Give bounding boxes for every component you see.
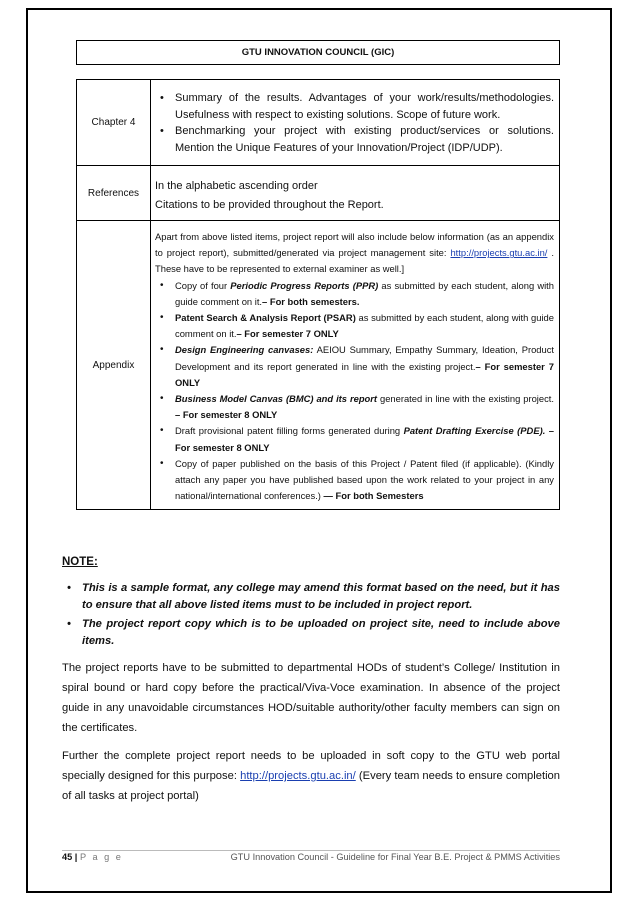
projects-portal-link[interactable]: http://projects.gtu.ac.in/ [240, 770, 356, 782]
chapter4-label: Chapter 4 [77, 80, 151, 166]
appendix-intro [155, 229, 554, 278]
list-item: • The project report copy which is to be uploaded on project site, need to include above items. [62, 616, 560, 650]
note-list [62, 580, 560, 652]
footer-divider [62, 850, 560, 851]
table-row-appendix [77, 221, 560, 510]
appendix-intro-text: Apart from above listed items, project report will also include below information (as an appendix to project report), submitted/generated via project management site: [155, 231, 554, 259]
page-number: 45 [62, 852, 73, 862]
appendix-label: Appendix [77, 221, 151, 510]
appendix-content [155, 224, 554, 506]
references-line: Citations to be provided throughout the Report. [155, 199, 384, 211]
guideline-table [76, 79, 560, 510]
footer-text: GTU Innovation Council - Guideline for Final Year B.E. Project & PMMS Activities [230, 852, 560, 862]
list-item: • Copy of four Periodic Progress Reports (PPR) as submitted by each student, along with guide comment on it.– For both semesters. [155, 278, 554, 310]
upload-paragraph: Further the complete project report needs to be uploaded in soft copy to the GTU web portal specially designed for this purpose: http://projects.gtu.ac.in/ (Every team needs to ensure completion of all tasks at project portal) [62, 750, 561, 802]
header-title: GTU INNOVATION COUNCIL (GIC) [76, 40, 560, 65]
page-word: P a g e [79, 852, 123, 862]
table-row-references [77, 166, 560, 221]
references-label: References [77, 166, 151, 221]
list-item: • Benchmarking your project with existing product/services or solutions. Mention the Unique Features of your Innovation/Project (IDP/UDP). [155, 123, 554, 156]
list-item: • Design Engineering canvases: AEIOU Summary, Empathy Summary, Ideation, Product Development and its report generated in line with the existing project.– For semester 7 ONLY [155, 342, 554, 391]
chapter4-list [155, 90, 554, 156]
submission-paragraph: The project reports have to be submitted to departmental HODs of student’s College/ Institution in spiral bound or hard copy before the practical/Viva-Voce examination. In absence of the project guide in any unavoidable circumstances HOD/suitable authority/other faculty members can sign on the certificates. [62, 662, 560, 734]
references-line: In the alphabetic ascending order [155, 180, 318, 192]
page-footer [62, 852, 560, 862]
appendix-list [155, 278, 554, 505]
table-row-chapter4 [77, 80, 560, 166]
list-item: • Patent Search & Analysis Report (PSAR) as submitted by each student, along with guide comment on it.– For semester 7 ONLY [155, 310, 554, 342]
list-item: • This is a sample format, any college may amend this format based on the need, but it has to ensure that all above listed items must to be included in project report. [62, 580, 560, 614]
footer-separator: | [74, 852, 78, 862]
list-item: • Draft provisional patent filling forms generated during Patent Drafting Exercise (PDE). – For semester 8 ONLY [155, 423, 554, 455]
note-heading: NOTE: [62, 556, 98, 568]
projects-portal-link[interactable]: http://projects.gtu.ac.in/ [450, 247, 548, 259]
list-item: • Copy of paper published on the basis of this Project / Patent filed (if applicable). (Kindly attach any paper you have published based upon the work related to your project in any national/international conferences.) — For both Semesters [155, 456, 554, 505]
appendix-intro-text: . These have to be represented to external examiner as well.] [155, 247, 554, 275]
list-item: • Business Model Canvas (BMC) and its report generated in line with the existing project. – For semester 8 ONLY [155, 391, 554, 423]
list-item: • Summary of the results. Advantages of your work/results/methodologies. Usefulness with respect to existing solutions. Scope of future work. [155, 90, 554, 123]
